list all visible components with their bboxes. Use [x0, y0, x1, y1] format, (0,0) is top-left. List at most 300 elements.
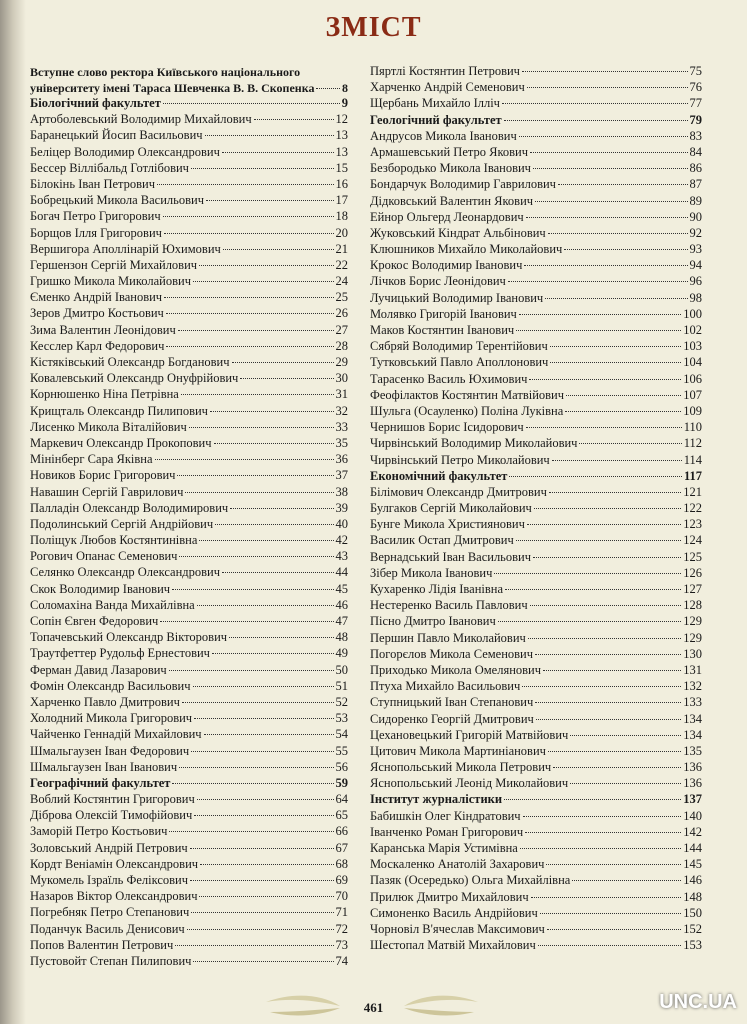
entry-page: 112	[683, 436, 702, 451]
toc-entry	[30, 145, 348, 161]
entry-name: Єменко Андрій Іванович	[30, 290, 163, 305]
entry-page: 67	[335, 840, 348, 855]
toc-entry	[370, 339, 702, 355]
entry-page: 15	[335, 160, 348, 175]
leader-dots	[215, 524, 333, 525]
toc-entry	[30, 663, 348, 679]
leader-dots	[548, 751, 681, 752]
toc-entry	[30, 420, 348, 436]
entry-name: Поданчук Василь Денисович	[30, 921, 185, 936]
leader-dots	[570, 783, 681, 784]
entry-page: 22	[335, 257, 348, 272]
entry-name: Палладін Олександр Володимирович	[30, 500, 229, 515]
entry-page: 56	[335, 759, 348, 774]
entry-page: 38	[335, 484, 348, 499]
entry-name: Яснопольський Леонід Миколайович	[370, 776, 569, 791]
entry-name: Шульга (Осауленко) Поліна Луківна	[370, 403, 564, 418]
leader-dots	[516, 330, 681, 331]
leader-dots	[504, 799, 681, 800]
entry-page: 140	[683, 808, 702, 823]
entry-name: Цехановецький Григорій Матвійович	[370, 727, 569, 742]
entry-page: 45	[335, 581, 348, 596]
toc-entry	[370, 453, 702, 469]
entry-name: Пісно Дмитро Іванович	[370, 614, 496, 629]
leader-dots	[528, 638, 681, 639]
entry-page: 27	[335, 322, 348, 337]
toc-entry	[30, 161, 348, 177]
entry-name: Маркевич Олександр Прокопович	[30, 435, 212, 450]
leader-dots	[163, 103, 340, 104]
entry-name: Бунге Микола Християнович	[370, 517, 525, 532]
entry-name: Інститут журналістики	[370, 792, 503, 807]
leader-dots	[193, 281, 334, 282]
entry-page: 13	[335, 144, 348, 159]
leader-dots	[175, 945, 333, 946]
watermark-logo: UNC.UA	[659, 991, 737, 1013]
leader-dots	[199, 896, 333, 897]
toc-entry	[370, 291, 702, 307]
toc-entry	[30, 193, 348, 209]
entry-page: 87	[689, 177, 702, 192]
entry-name: Борщов Ілля Григорович	[30, 225, 162, 240]
entry-name: Соломахіна Ванда Михайлівна	[30, 597, 195, 612]
leader-dots	[197, 799, 334, 800]
entry-page: 24	[335, 274, 348, 289]
entry-page: 16	[335, 176, 348, 191]
toc-entry	[30, 242, 348, 258]
leader-dots	[520, 848, 681, 849]
entry-page: 136	[683, 776, 702, 791]
leader-dots	[166, 346, 333, 347]
toc-left-list	[30, 96, 348, 970]
entry-page: 135	[683, 743, 702, 758]
toc-entry	[370, 533, 702, 549]
toc-entry	[370, 307, 702, 323]
leader-dots	[193, 686, 334, 687]
toc-entry	[370, 80, 702, 96]
toc-entry	[30, 922, 348, 938]
leader-dots	[230, 508, 333, 509]
entry-page: 133	[683, 695, 702, 710]
toc-entry	[30, 549, 348, 565]
toc-entry	[370, 436, 702, 452]
leader-dots	[163, 216, 334, 217]
entry-name: Безбородько Микола Іванович	[370, 161, 531, 176]
entry-page: 130	[683, 646, 702, 661]
toc-right-list	[370, 64, 702, 954]
entry-name: Богач Петро Григорович	[30, 209, 161, 224]
leader-dots	[525, 832, 681, 833]
entry-page: 69	[335, 873, 348, 887]
entry-page: 92	[689, 225, 702, 240]
entry-name: Лучицький Володимир Іванович	[370, 290, 544, 305]
entry-page: 21	[335, 241, 348, 256]
toc-entry	[30, 387, 348, 403]
entry-page: 18	[335, 209, 348, 224]
entry-name: Тутковський Павло Аполлонович	[370, 355, 549, 370]
leader-dots	[190, 848, 334, 849]
leader-dots	[519, 136, 688, 137]
leader-dots	[190, 880, 333, 881]
entry-page: 33	[335, 419, 348, 434]
leader-dots	[527, 87, 688, 88]
entry-name: Сябряй Володимир Терентійович	[370, 339, 548, 354]
entry-page: 89	[689, 193, 702, 208]
entry-page: 86	[689, 161, 702, 176]
entry-name: Траутфеттер Рудольф Ернестович	[30, 646, 210, 661]
toc-entry	[30, 533, 348, 549]
entry-name: Шестопал Матвій Михайлович	[370, 938, 536, 953]
toc-entry	[30, 128, 348, 144]
toc-entry	[30, 679, 348, 695]
toc-entry	[30, 452, 348, 468]
leader-dots	[543, 670, 681, 671]
leader-dots	[185, 492, 333, 493]
leader-dots	[523, 816, 682, 817]
toc-entry	[30, 857, 348, 873]
toc-entry	[30, 290, 348, 306]
entry-name: Топачевський Олександр Вікторович	[30, 630, 228, 645]
entry-name: Баранецький Йосип Васильович	[30, 128, 203, 143]
leader-dots	[210, 411, 334, 412]
leader-dots	[524, 265, 687, 266]
leader-dots	[179, 767, 333, 768]
leader-dots	[212, 653, 334, 654]
entry-name: Артоболевський Володимир Михайлович	[30, 112, 252, 127]
toc-entry	[30, 873, 348, 889]
toc-entry	[370, 598, 702, 614]
toc-entry	[30, 582, 348, 598]
entry-page: 137	[683, 792, 702, 807]
toc-entry	[370, 194, 702, 210]
entry-page: 117	[683, 468, 702, 483]
leader-dots	[534, 508, 681, 509]
entry-name: Тарасенко Василь Юхимович	[370, 371, 528, 386]
entry-name: Булгаков Сергій Миколайович	[370, 501, 532, 516]
entry-page: 103	[683, 339, 702, 354]
entry-name: Шмальгаузен Іван Іванович	[30, 759, 178, 774]
entry-name: Армашевський Петро Якович	[370, 144, 529, 159]
intro-line-2-row	[30, 80, 348, 96]
toc-entry	[370, 550, 702, 566]
entry-page: 134	[683, 727, 702, 742]
toc-right-column	[370, 64, 702, 954]
entry-name: Географічний факультет	[30, 775, 171, 790]
leader-dots	[538, 945, 681, 946]
entry-name: Зима Валентин Леонідович	[30, 322, 176, 337]
entry-name: Селянко Олександр Олександрович	[30, 565, 221, 580]
entry-name: Погребняк Петро Степанович	[30, 905, 190, 920]
toc-entry	[30, 760, 348, 776]
entry-page: 132	[683, 679, 702, 694]
toc-section-heading	[370, 792, 702, 808]
entry-page: 146	[683, 873, 702, 888]
toc-entry	[30, 306, 348, 322]
entry-page: 109	[683, 403, 702, 418]
entry-page: 74	[335, 953, 348, 968]
leader-dots	[223, 249, 334, 250]
toc-entry	[30, 938, 348, 954]
entry-name: Вершигора Аполлінарій Юхимович	[30, 241, 221, 256]
toc-entry	[370, 355, 702, 371]
entry-name: Ковалевський Олександр Онуфрійович	[30, 371, 239, 386]
toc-entry	[30, 889, 348, 905]
entry-page: 106	[683, 371, 702, 386]
entry-page: 98	[689, 290, 702, 305]
entry-page: 12	[335, 112, 348, 127]
leader-dots	[545, 298, 687, 299]
entry-page: 114	[683, 452, 702, 467]
toc-entry	[370, 420, 702, 436]
toc-entry	[370, 873, 702, 889]
toc-entry	[30, 841, 348, 857]
entry-page: 53	[335, 711, 348, 726]
entry-name: Економічний факультет	[370, 468, 508, 483]
leader-dots	[535, 201, 687, 202]
entry-name: Яснопольський Микола Петрович	[370, 760, 552, 775]
entry-page: 79	[689, 112, 702, 127]
entry-page: 13	[335, 128, 348, 143]
toc-section-heading	[30, 776, 348, 792]
toc-entry	[30, 954, 348, 970]
toc-entry	[30, 226, 348, 242]
leader-dots	[172, 783, 333, 784]
toc-entry	[370, 631, 702, 647]
entry-name: Вернадський Іван Васильович	[370, 549, 532, 564]
leader-dots	[172, 589, 333, 590]
toc-left-column	[30, 64, 348, 970]
entry-name: Нестеренко Василь Павлович	[370, 598, 528, 613]
entry-page: 49	[335, 646, 348, 661]
toc-entry	[30, 404, 348, 420]
leader-dots	[189, 427, 334, 428]
toc-section-heading	[30, 96, 348, 112]
entry-name: Жуковський Кіндрат Альбінович	[370, 225, 546, 240]
entry-page: 47	[335, 614, 348, 628]
entry-page: 46	[335, 597, 348, 612]
toc-entry	[30, 468, 348, 484]
leader-dots	[565, 411, 681, 412]
leader-dots	[527, 524, 681, 525]
entry-name: Феофілактов Костянтин Матвійович	[370, 387, 565, 402]
entry-page: 110	[683, 420, 702, 435]
toc-entry	[370, 501, 702, 517]
entry-name: Прилюк Дмитро Михайлович	[370, 889, 529, 904]
entry-page: 35	[335, 435, 348, 450]
entry-page: 153	[683, 938, 702, 953]
toc-entry	[370, 728, 702, 744]
entry-page: 72	[335, 921, 348, 936]
toc-entry	[370, 566, 702, 582]
toc-section-heading	[370, 113, 702, 129]
leader-dots	[530, 152, 687, 153]
toc-entry	[30, 209, 348, 225]
entry-page: 51	[335, 678, 348, 693]
entry-page: 96	[689, 274, 702, 289]
leader-dots	[157, 184, 333, 185]
entry-name: Погорєлов Микола Семенович	[370, 646, 534, 661]
entry-page: 17	[335, 193, 348, 208]
leader-dots	[200, 864, 333, 865]
entry-page: 93	[689, 242, 702, 257]
entry-page: 75	[689, 64, 702, 78]
leader-dots	[194, 718, 333, 719]
entry-page: 37	[335, 468, 348, 483]
entry-name: Маков Костянтин Іванович	[370, 323, 515, 337]
leader-dots	[552, 460, 682, 461]
toc-entry	[370, 96, 702, 112]
entry-name: Ступницький Іван Степанович	[370, 695, 534, 710]
leader-dots	[222, 572, 333, 573]
leader-dots	[316, 88, 340, 89]
entry-name: Геологічний факультет	[370, 112, 502, 127]
entry-page: 107	[683, 387, 702, 402]
leader-dots	[169, 831, 333, 832]
toc-entry	[30, 614, 348, 630]
toc-entry	[30, 517, 348, 533]
toc-entry	[30, 905, 348, 921]
entry-page: 144	[683, 841, 702, 855]
entry-name: Кордт Веніамін Олександрович	[30, 856, 199, 871]
entry-page: 128	[683, 598, 702, 613]
leader-dots	[214, 443, 334, 444]
leader-dots	[240, 378, 333, 379]
leader-dots	[570, 735, 681, 736]
entry-page: 43	[335, 549, 348, 564]
entry-name: Гершензон Сергій Михайлович	[30, 257, 198, 272]
toc-entry	[370, 841, 702, 857]
toc-entry	[370, 614, 702, 630]
toc-entry	[370, 890, 702, 906]
entry-page: 36	[335, 452, 348, 467]
entry-name: Корнюшенко Ніна Петрівна	[30, 387, 179, 402]
toc-entry	[30, 565, 348, 581]
leader-dots	[191, 168, 334, 169]
toc-entry	[30, 485, 348, 501]
entry-name: Москаленко Анатолій Захарович	[370, 857, 545, 872]
leader-dots	[160, 621, 333, 622]
entry-page: 32	[335, 403, 348, 418]
page-title: ЗМІСТ	[325, 12, 422, 43]
entry-name: Андрусов Микола Іванович	[370, 128, 517, 143]
leader-dots	[169, 670, 334, 671]
toc-entry	[370, 695, 702, 711]
toc-entry	[30, 711, 348, 727]
leader-dots	[546, 864, 681, 865]
leader-dots	[187, 929, 334, 930]
intro-page: 8	[342, 81, 348, 95]
toc-entry	[370, 906, 702, 922]
entry-page: 54	[335, 727, 348, 742]
entry-name: Білокінь Іван Петрович	[30, 176, 156, 191]
toc-entry	[370, 809, 702, 825]
leader-dots	[155, 459, 334, 460]
leader-dots	[502, 103, 688, 104]
entry-name: Кухаренко Лідія Іванівна	[370, 582, 503, 596]
toc-entry	[30, 501, 348, 517]
toc-entry	[370, 64, 702, 80]
toc-entry	[30, 695, 348, 711]
leader-dots	[494, 573, 681, 574]
entry-name: Зібер Микола Іванович	[370, 565, 493, 580]
entry-page: 90	[689, 209, 702, 224]
entry-name: Бессер Віллібальд Готлібович	[30, 160, 189, 175]
entry-page: 71	[335, 905, 348, 920]
leader-dots	[206, 200, 334, 201]
entry-page: 30	[335, 371, 348, 386]
entry-page: 52	[335, 694, 348, 709]
toc-entry	[370, 760, 702, 776]
leader-dots	[508, 281, 688, 282]
entry-page: 122	[683, 501, 702, 516]
entry-name: Шмальгаузен Іван Федорович	[30, 743, 190, 758]
toc-entry	[30, 792, 348, 808]
entry-page: 25	[335, 290, 348, 305]
entry-name: Ейнор Ольгерд Леонардович	[370, 209, 524, 224]
toc-entry	[370, 647, 702, 663]
toc-entry	[30, 355, 348, 371]
entry-page: 31	[335, 387, 348, 402]
entry-name: Назаров Віктор Олександрович	[30, 889, 198, 904]
entry-name: Клюшников Михайло Миколайович	[370, 242, 563, 257]
leader-dots	[536, 719, 681, 720]
entry-page: 66	[335, 824, 348, 839]
entry-page: 129	[683, 614, 702, 629]
leader-dots	[550, 362, 681, 363]
toc-entry	[370, 517, 702, 533]
entry-page: 125	[683, 549, 702, 564]
toc-entry	[30, 274, 348, 290]
entry-page: 42	[335, 533, 348, 548]
entry-page: 124	[683, 533, 702, 548]
leader-dots	[533, 557, 681, 558]
entry-page: 29	[335, 355, 348, 369]
entry-page: 28	[335, 338, 348, 353]
entry-page: 68	[335, 856, 348, 871]
entry-name: Крищталь Олександр Пилипович	[30, 403, 208, 418]
leader-dots	[505, 589, 681, 590]
entry-page: 83	[689, 128, 702, 143]
toc-entry	[30, 323, 348, 339]
entry-page: 64	[335, 792, 348, 807]
toc-entry	[370, 776, 702, 792]
toc-entry	[30, 598, 348, 614]
entry-page: 39	[335, 500, 348, 515]
entry-page: 70	[335, 889, 348, 904]
toc-entry	[370, 404, 702, 420]
entry-page: 26	[335, 306, 348, 321]
entry-name: Золовський Андрій Петрович	[30, 840, 188, 855]
toc-entry	[370, 129, 702, 145]
entry-name: Бобрецький Микола Васильович	[30, 193, 204, 208]
toc-entry	[370, 485, 702, 501]
leader-dots	[164, 297, 333, 298]
entry-name: Цитович Микола Мартиніанович	[370, 743, 546, 758]
entry-name: Мукомель Ізраїль Феліксович	[30, 873, 189, 887]
entry-name: Першин Павло Миколайович	[370, 630, 526, 645]
toc-entry	[370, 226, 702, 242]
leader-dots	[553, 767, 681, 768]
entry-name: Біологічний факультет	[30, 96, 161, 110]
entry-name: Фомін Олександр Васильович	[30, 678, 191, 693]
leader-dots	[232, 362, 334, 363]
entry-name: Білімович Олександр Дмитрович	[370, 484, 547, 499]
entry-name: Ферман Давид Лазарович	[30, 662, 167, 677]
entry-name: Чайченко Геннадій Михайлович	[30, 727, 202, 742]
leader-dots	[193, 961, 333, 962]
toc-entry	[30, 177, 348, 193]
leader-dots	[549, 492, 681, 493]
